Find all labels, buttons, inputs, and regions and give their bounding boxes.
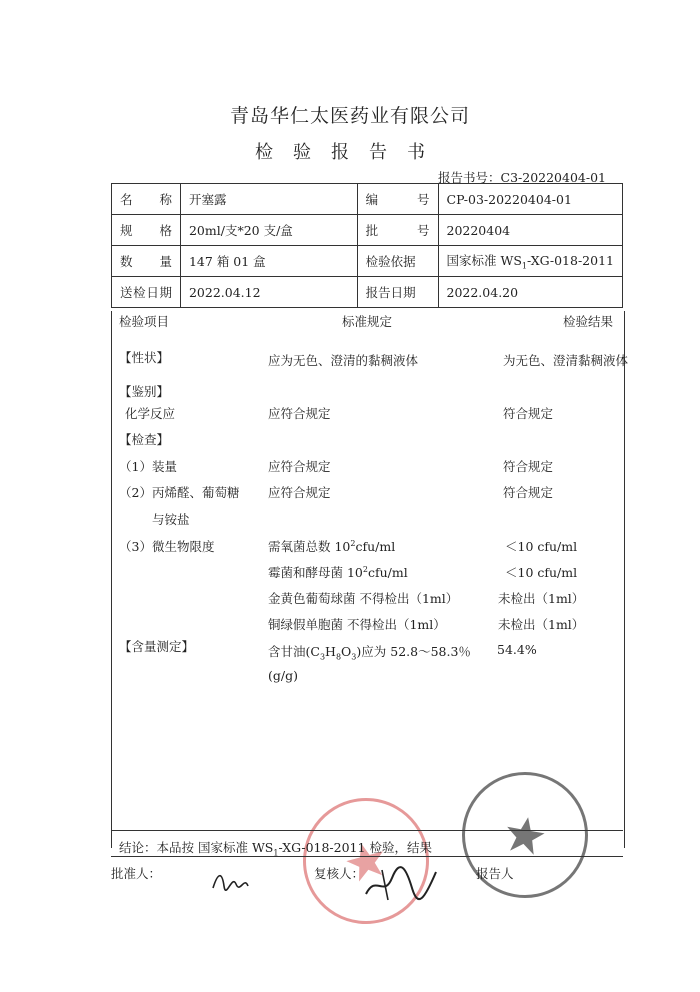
report-date-value: 2022.04.20 (438, 277, 623, 308)
reporter-label: 报告人 (476, 866, 514, 881)
table-row (112, 215, 623, 246)
conclusion-text: 结论：本品按 国家标准 $WS_1-XG-018-2011$ 检验，结果 (119, 840, 432, 858)
char-standard: 应为无色、澄清的黏稠液体 (268, 353, 419, 368)
qty-value: 147 箱 01 盒 (180, 246, 357, 277)
document-title: 检验报告书 (255, 142, 445, 163)
staph-standard: 金黄色葡萄球菌 不得检出（1ml） (268, 591, 459, 606)
char-heading: 【性状】 (119, 350, 170, 365)
acrolein-item: （2）丙烯醛、葡萄糖 (119, 485, 240, 500)
content-standard-unit: (g/g) (268, 668, 298, 683)
basis-label: 检验依据 (357, 246, 438, 277)
code-value: CP-03-20220404-01 (438, 184, 623, 215)
spec-value: 20ml/支*20 支/盒 (180, 215, 357, 246)
basis-value: 国家标准 $WS_1-XG-018-2011$ (438, 246, 623, 277)
company-name: 青岛华仁太医药业有限公司 (229, 105, 470, 127)
acrolein-standard: 应符合规定 (268, 485, 331, 500)
name-label: 名称 (112, 184, 181, 215)
approver-label: 批准人： (111, 866, 162, 881)
acrolein-result: 符合规定 (503, 485, 554, 500)
chem-item: 化学反应 (125, 406, 176, 421)
table-row (112, 184, 623, 215)
aerobic-result: ＜10 cfu/ml (505, 539, 578, 554)
mold-result: ＜10 cfu/ml (505, 565, 578, 580)
microbe-item: （3）微生物限度 (119, 539, 215, 554)
ident-heading: 【鉴别】 (119, 384, 170, 399)
qty-label: 数量 (112, 246, 181, 277)
submit-date-value: 2022.04.12 (180, 277, 357, 308)
mold-standard: 霉菌和酵母菌 $10^2cfu/ml$ (268, 564, 408, 580)
name-value: 开塞露 (180, 184, 357, 215)
content-result: 54.4% (497, 642, 537, 657)
divider (111, 830, 623, 831)
submit-date-label: 送检日期 (112, 277, 181, 308)
report-number: 报告书号：C3-20220404-01 (438, 170, 606, 185)
code-label: 编号 (357, 184, 438, 215)
pseudo-result: 未检出（1ml） (498, 617, 585, 632)
reviewer-label: 复核人： (314, 866, 365, 881)
load-standard: 应符合规定 (268, 459, 331, 474)
content-standard: 含甘油$(C_3H_8O_3)$应为 52.8～58.3％ (268, 644, 471, 662)
chem-standard: 应符合规定 (268, 406, 331, 421)
char-result: 为无色、澄清黏稠液体 (503, 353, 629, 368)
divider (111, 856, 623, 857)
acrolein-item-cont: 与铵盐 (152, 512, 190, 527)
table-row (112, 277, 623, 308)
col-standard-header: 标准规定 (342, 314, 393, 329)
col-result-header: 检验结果 (563, 314, 614, 329)
col-item-header: 检验项目 (119, 314, 170, 329)
spec-label: 规格 (112, 215, 181, 246)
aerobic-standard: 需氧菌总数 $10^2cfu/ml$ (268, 538, 396, 554)
content-heading: 【含量测定】 (119, 639, 195, 654)
info-table (111, 183, 623, 308)
pseudo-standard: 铜绿假单胞菌 不得检出（1ml） (268, 617, 446, 632)
approver-signature (210, 868, 250, 899)
load-item: （1）装量 (119, 459, 177, 474)
batch-label: 批号 (357, 215, 438, 246)
staph-result: 未检出（1ml） (498, 591, 585, 606)
report-date-label: 报告日期 (357, 277, 438, 308)
reviewer-signature (362, 864, 442, 909)
chem-result: 符合规定 (503, 406, 554, 421)
check-heading: 【检查】 (119, 432, 170, 447)
load-result: 符合规定 (503, 459, 554, 474)
batch-value: 20220404 (438, 215, 623, 246)
star-icon (502, 812, 548, 858)
table-row (112, 246, 623, 277)
